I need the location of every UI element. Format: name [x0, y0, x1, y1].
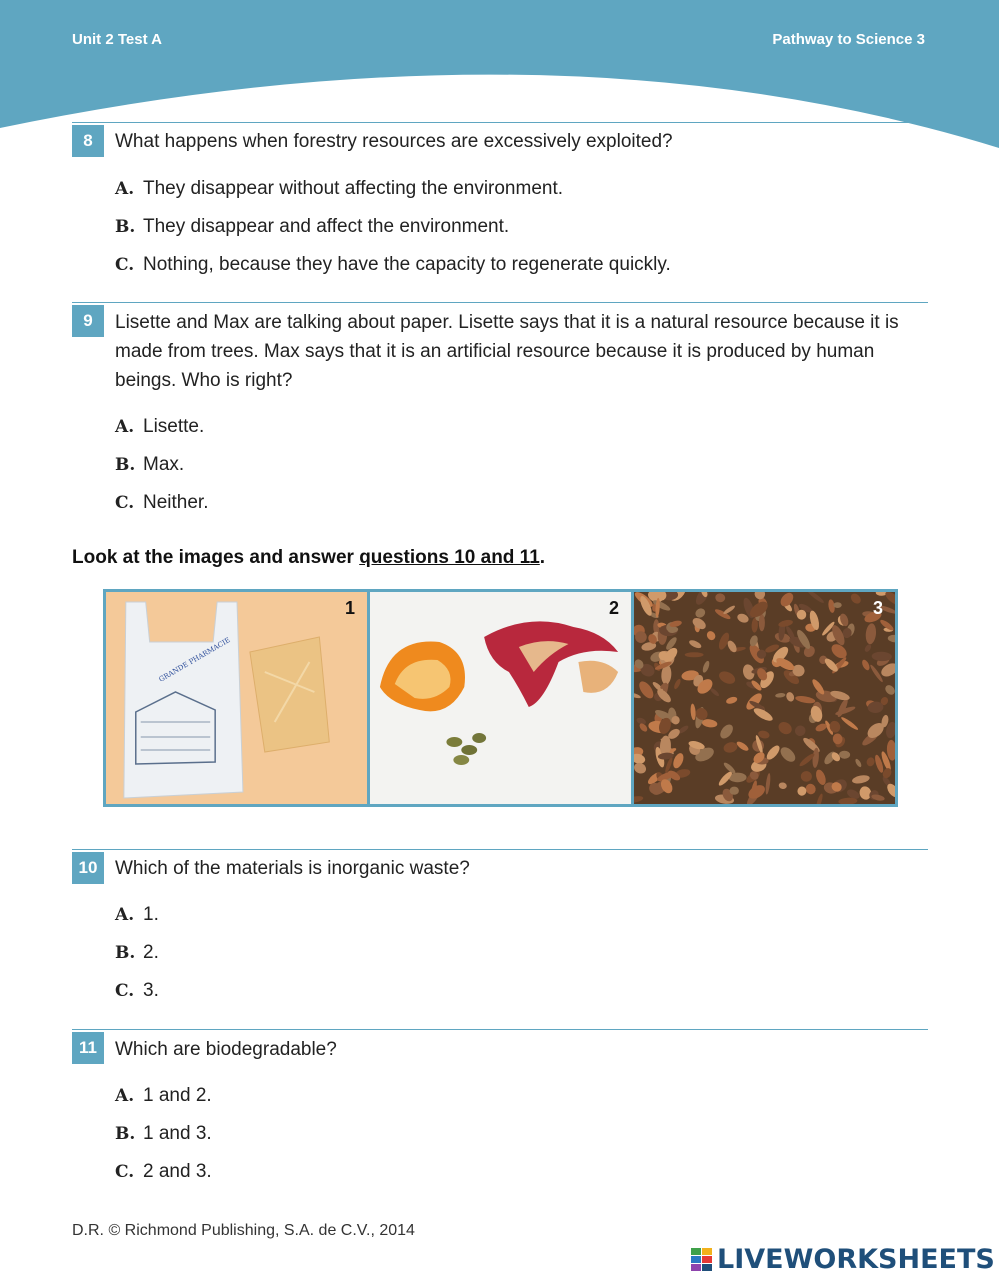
- option-letter: B.: [115, 1124, 136, 1144]
- image-label: 2: [608, 598, 619, 618]
- question-number: 11: [72, 1032, 104, 1064]
- question-text: Lisette and Max are talking about paper. Lisette says that it is a natural resource because it is made from trees. Max says that it is an artificial resource because it is produced by human beings. Who is right?: [115, 312, 899, 391]
- question-text: What happens when forestry resources are excessively exploited?: [115, 131, 673, 152]
- instruction-prefix: Look at the images and answer: [72, 547, 360, 568]
- brand-name: LIVEWORKSHEETS: [717, 1244, 995, 1275]
- unit-title: Unit 2 Test A: [72, 31, 163, 48]
- image-strip: [103, 589, 898, 807]
- question-number: 8: [72, 125, 104, 157]
- answer-option[interactable]: [115, 176, 563, 202]
- svg-text:GRANDE PHARMACIE: GRANDE PHARMACIE: [157, 636, 232, 684]
- answer-option[interactable]: [115, 490, 208, 516]
- question-number: 10: [72, 852, 104, 884]
- dry-leaves-illustration: [634, 592, 895, 804]
- question-number: 9: [72, 305, 104, 337]
- option-text: Nothing, because they have the capacity to regenerate quickly.: [143, 254, 671, 275]
- option-text: 3.: [143, 980, 159, 1001]
- image-panel-peels: [370, 592, 631, 804]
- plastic-bag-illustration: [106, 592, 367, 804]
- copyright-notice: D.R. © Richmond Publishing, S.A. de C.V., 2014: [72, 1222, 415, 1239]
- option-letter: B.: [115, 943, 136, 963]
- option-letter: A.: [115, 179, 135, 199]
- answer-option[interactable]: [115, 1159, 212, 1185]
- answer-option[interactable]: [115, 1121, 212, 1147]
- option-letter: C.: [115, 493, 135, 513]
- option-text: 1 and 3.: [143, 1123, 212, 1144]
- answer-option[interactable]: [115, 940, 159, 966]
- image-label: 1: [344, 598, 355, 618]
- option-letter: B.: [115, 455, 136, 475]
- question-text: Which are biodegradable?: [115, 1039, 337, 1060]
- instruction-suffix: .: [539, 547, 546, 568]
- fruit-peels-illustration: [370, 592, 631, 804]
- book-title: Pathway to Science 3: [772, 31, 925, 48]
- option-letter: C.: [115, 981, 135, 1001]
- option-text: 2.: [143, 942, 159, 963]
- answer-option[interactable]: [115, 452, 184, 478]
- liveworksheets-logo[interactable]: [691, 1244, 995, 1275]
- instruction-link: questions 10 and 11: [359, 547, 540, 568]
- option-text: Neither.: [143, 492, 209, 513]
- option-text: 1.: [143, 904, 159, 925]
- image-panel-leaves: [634, 592, 895, 804]
- answer-option[interactable]: [115, 214, 509, 240]
- option-text: 2 and 3.: [143, 1161, 212, 1182]
- option-text: They disappear and affect the environment.: [143, 216, 510, 237]
- logo-blocks-icon: [691, 1246, 713, 1274]
- answer-option[interactable]: [115, 902, 159, 928]
- instruction-text: [72, 547, 545, 569]
- option-text: Lisette.: [143, 416, 205, 437]
- question-divider: [72, 302, 928, 303]
- question-divider: [72, 849, 928, 850]
- option-text: 1 and 2.: [143, 1085, 212, 1106]
- option-letter: C.: [115, 1162, 135, 1182]
- answer-option[interactable]: [115, 414, 204, 440]
- question-text: Which of the materials is inorganic waste?: [115, 858, 470, 879]
- option-letter: B.: [115, 217, 136, 237]
- option-letter: A.: [115, 905, 135, 925]
- option-text: Max.: [143, 454, 185, 475]
- question-divider: [72, 122, 928, 123]
- image-panel-plastic: [106, 592, 367, 804]
- answer-option[interactable]: [115, 1083, 212, 1109]
- option-letter: A.: [115, 1086, 135, 1106]
- answer-option[interactable]: [115, 978, 159, 1004]
- answer-option[interactable]: [115, 252, 671, 278]
- option-text: They disappear without affecting the environment.: [143, 178, 564, 199]
- option-letter: C.: [115, 255, 135, 275]
- option-letter: A.: [115, 417, 135, 437]
- question-divider: [72, 1029, 928, 1030]
- image-label: 3: [872, 598, 883, 618]
